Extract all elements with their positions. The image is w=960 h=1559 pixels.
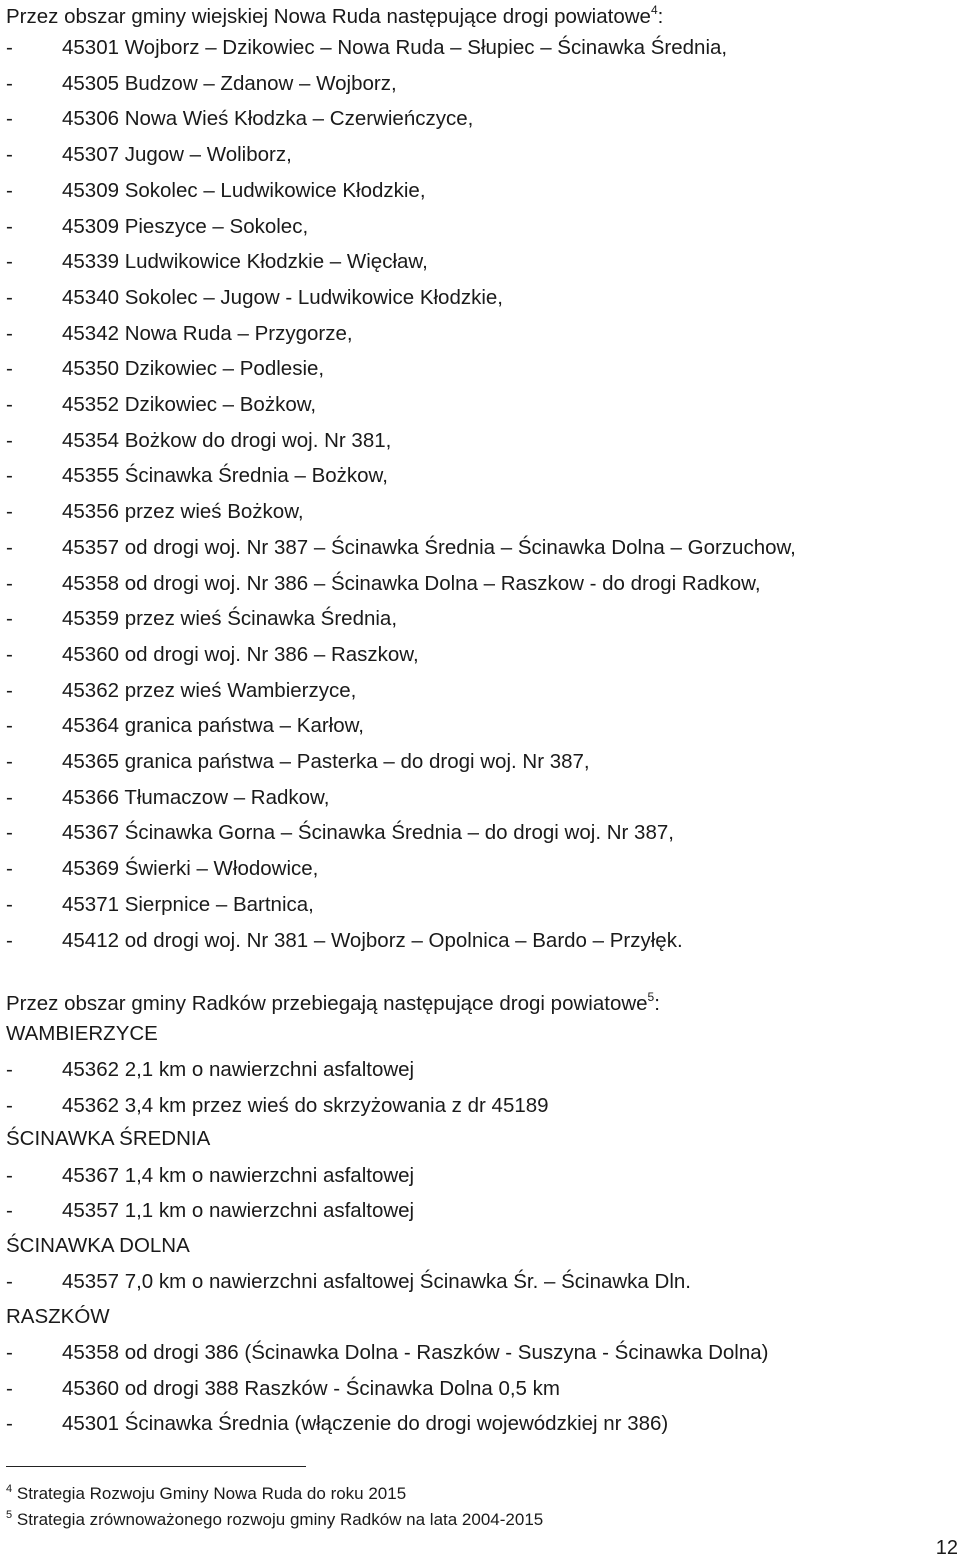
section1-intro: Przez obszar gminy wiejskiej Nowa Ruda następujące drogi powiatowe$^4$: bbox=[6, 3, 664, 28]
list-item-text: 45309 Sokolec – Ludwikowice Kłodzkie, bbox=[62, 178, 426, 202]
footnote-number: 4 bbox=[6, 1483, 13, 1495]
list-item-text: 45360 od drogi 388 Raszków - Ścinawka Dolna 0,5 km bbox=[62, 1377, 560, 1400]
list-item bbox=[6, 244, 954, 280]
footnote-5 bbox=[6, 1509, 543, 1531]
bullet-dash: - bbox=[6, 71, 13, 95]
footnote-ref-5[interactable]: 5 bbox=[647, 990, 655, 1004]
list-item bbox=[6, 1406, 954, 1442]
section2-intro: Przez obszar gminy Radków przebiegają następujące drogi powiatowe$^5$: bbox=[6, 990, 660, 1015]
list-item-text: 45367 1,4 km o nawierzchni asfaltowej bbox=[62, 1164, 415, 1187]
list-item bbox=[6, 566, 954, 602]
bullet-dash: - bbox=[6, 607, 13, 631]
bullet-dash: - bbox=[6, 1377, 13, 1400]
bullet-dash: - bbox=[6, 928, 13, 952]
footnote-text: Strategia Rozwoju Gminy Nowa Ruda do roku 2015 bbox=[16, 1484, 407, 1503]
list-item bbox=[6, 708, 954, 744]
list-item bbox=[6, 530, 954, 566]
bullet-dash: - bbox=[6, 678, 13, 702]
list-item bbox=[6, 780, 954, 816]
bullet-dash: - bbox=[6, 36, 13, 59]
list-item-text: 45307 Jugow – Woliborz, bbox=[62, 143, 292, 167]
bullet-dash: - bbox=[6, 785, 13, 809]
list-item bbox=[6, 280, 954, 316]
bullet-dash: - bbox=[6, 1412, 13, 1435]
bullet-dash: - bbox=[6, 857, 13, 881]
list-item-text: 45354 Bożkow do drogi woj. Nr 381, bbox=[62, 428, 392, 452]
footnote-divider bbox=[6, 1466, 306, 1467]
group-heading: WAMBIERZYCE bbox=[6, 1022, 158, 1045]
bullet-dash: - bbox=[6, 1164, 13, 1187]
list-item bbox=[6, 1193, 954, 1229]
list-item bbox=[6, 173, 954, 209]
footnote-ref-4[interactable]: 4 bbox=[650, 3, 658, 17]
list-item-text: 45358 od drogi woj. Nr 386 – Ścinawka Dolna – Raszkow - do drogi Radkow, bbox=[62, 571, 761, 595]
bullet-dash: - bbox=[6, 1199, 13, 1222]
bullet-dash: - bbox=[6, 321, 13, 345]
list-item-text: 45350 Dzikowiec – Podlesie, bbox=[62, 357, 325, 381]
list-item-text: 45306 Nowa Wieś Kłodzka – Czerwieńczyce, bbox=[62, 107, 474, 131]
bullet-dash: - bbox=[6, 642, 13, 666]
bullet-dash: - bbox=[6, 1341, 13, 1364]
list-item bbox=[6, 387, 954, 423]
bullet-dash: - bbox=[6, 571, 13, 595]
list-item bbox=[6, 66, 954, 102]
bullet-dash: - bbox=[6, 357, 13, 381]
bullet-dash: - bbox=[6, 1058, 13, 1081]
group-heading: ŚCINAWKA DOLNA bbox=[6, 1234, 190, 1257]
list-item-text: 45355 Ścinawka Średnia – Bożkow, bbox=[62, 464, 388, 488]
list-item bbox=[6, 601, 954, 637]
list-item bbox=[6, 1052, 954, 1088]
list-item bbox=[6, 1264, 954, 1300]
list-item bbox=[6, 101, 954, 137]
list-item bbox=[6, 673, 954, 709]
bullet-dash: - bbox=[6, 250, 13, 274]
list-item-text: 45301 Wojborz – Dzikowiec – Nowa Ruda – Słupiec – Ścinawka Średnia, bbox=[62, 36, 728, 59]
list-item-text: 45342 Nowa Ruda – Przygorze, bbox=[62, 321, 353, 345]
list-item-text: 45356 przez wieś Bożkow, bbox=[62, 500, 304, 524]
list-item bbox=[6, 30, 954, 66]
bullet-dash: - bbox=[6, 750, 13, 773]
list-item bbox=[6, 351, 954, 387]
bullet-dash: - bbox=[6, 178, 13, 202]
page-number: 12 bbox=[935, 1537, 958, 1559]
bullet-dash: - bbox=[6, 892, 13, 916]
list-item-text: 45412 od drogi woj. Nr 381 – Wojborz – Opolnica – Bardo – Przyłęk. bbox=[62, 928, 683, 952]
list-item bbox=[6, 494, 954, 530]
list-item-text: 45365 granica państwa – Pasterka – do drogi woj. Nr 387, bbox=[62, 750, 590, 773]
footnote-number: 5 bbox=[6, 1509, 13, 1521]
list-item bbox=[6, 423, 954, 459]
list-item bbox=[6, 1088, 954, 1124]
list-item bbox=[6, 923, 954, 959]
list-item-text: 45362 2,1 km o nawierzchni asfaltowej bbox=[62, 1058, 415, 1081]
list-item bbox=[6, 1371, 954, 1407]
bullet-dash: - bbox=[6, 428, 13, 452]
bullet-dash: - bbox=[6, 500, 13, 524]
bullet-dash: - bbox=[6, 1270, 13, 1293]
footnote-text: Strategia zrównoważonego rozwoju gminy Radków na lata 2004-2015 bbox=[16, 1510, 544, 1529]
list-item-text: 45340 Sokolec – Jugow - Ludwikowice Kłodzkie, bbox=[62, 285, 504, 309]
list-item-text: 45358 od drogi 386 (Ścinawka Dolna - Raszków - Suszyna - Ścinawka Dolna) bbox=[62, 1341, 769, 1364]
list-item-text: 45367 Ścinawka Gorna – Ścinawka Średnia – do drogi woj. Nr 387, bbox=[62, 821, 674, 845]
list-item bbox=[6, 209, 954, 245]
list-item-text: 45301 Ścinawka Średnia (włączenie do drogi wojewódzkiej nr 386) bbox=[62, 1412, 669, 1435]
list-item-text: 45371 Sierpnice – Bartnica, bbox=[62, 892, 314, 916]
bullet-dash: - bbox=[6, 464, 13, 488]
bullet-dash: - bbox=[6, 714, 13, 738]
list-item-text: 45362 3,4 km przez wieś do skrzyżowania z dr 45189 bbox=[62, 1094, 549, 1117]
list-item-text: 45357 7,0 km o nawierzchni asfaltowej Ścinawka Śr. – Ścinawka Dln. bbox=[62, 1270, 691, 1293]
list-item bbox=[6, 458, 954, 494]
list-item-text: 45362 przez wieś Wambierzyce, bbox=[62, 678, 357, 702]
list-item bbox=[6, 744, 954, 780]
list-item-text: 45357 od drogi woj. Nr 387 – Ścinawka Średnia – Ścinawka Dolna – Gorzuchow, bbox=[62, 535, 796, 559]
list-item bbox=[6, 137, 954, 173]
list-item bbox=[6, 1335, 954, 1371]
bullet-dash: - bbox=[6, 143, 13, 167]
group-heading: RASZKÓW bbox=[6, 1305, 110, 1328]
bullet-dash: - bbox=[6, 285, 13, 309]
list-item bbox=[6, 1158, 954, 1194]
bullet-dash: - bbox=[6, 214, 13, 238]
group-heading: ŚCINAWKA ŚREDNIA bbox=[6, 1127, 211, 1150]
list-item-text: 45360 od drogi woj. Nr 386 – Raszkow, bbox=[62, 642, 419, 666]
list-item-text: 45305 Budzow – Zdanow – Wojborz, bbox=[62, 71, 397, 95]
list-item bbox=[6, 316, 954, 352]
list-item bbox=[6, 815, 954, 851]
list-item-text: 45357 1,1 km o nawierzchni asfaltowej bbox=[62, 1199, 415, 1222]
bullet-dash: - bbox=[6, 393, 13, 416]
bullet-dash: - bbox=[6, 107, 13, 131]
bullet-dash: - bbox=[6, 535, 13, 559]
list-item bbox=[6, 851, 954, 887]
list-item bbox=[6, 637, 954, 673]
list-item bbox=[6, 887, 954, 923]
bullet-dash: - bbox=[6, 1094, 13, 1117]
list-item-text: 45359 przez wieś Ścinawka Średnia, bbox=[62, 607, 398, 631]
list-item-text: 45352 Dzikowiec – Bożkow, bbox=[62, 393, 317, 416]
list-item-text: 45369 Świerki – Włodowice, bbox=[62, 857, 319, 881]
list-item-text: 45339 Ludwikowice Kłodzkie – Więcław, bbox=[62, 250, 428, 274]
list-item-text: 45309 Pieszyce – Sokolec, bbox=[62, 214, 309, 238]
list-item-text: 45364 granica państwa – Karłow, bbox=[62, 714, 365, 738]
footnote-4 bbox=[6, 1483, 406, 1505]
bullet-dash: - bbox=[6, 821, 13, 845]
list-item-text: 45366 Tłumaczow – Radkow, bbox=[62, 785, 330, 809]
